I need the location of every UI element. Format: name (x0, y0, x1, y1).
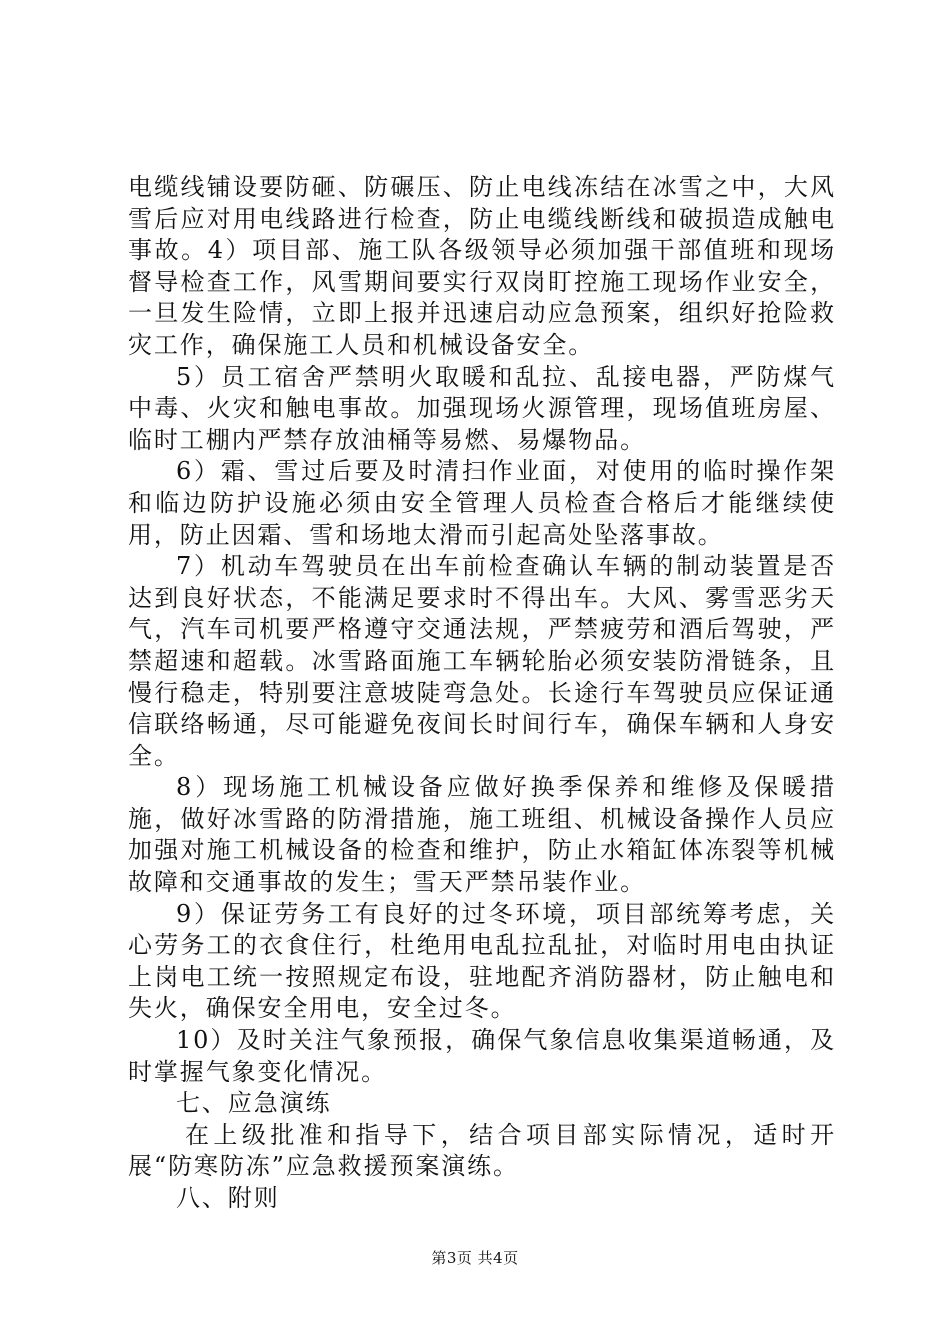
paragraph-cable-safety: 电缆线铺设要防砸、防碾压、防止电线冻结在冰雪之中，大风雪后应对用电线路进行检查，防止电缆线断线和破损造成触电事故。4）项目部、施工队各级领导必须加强干部值班和现场督导检查工作，风雪期间要实行双岗盯控施工现场作业安全，一旦发生险情，立即上报并迅速启动应急预案，组织好抢险救灾工作，确保施工人员和机械设备安全。 (128, 173, 836, 359)
paragraph-labor-winter: 9）保证劳务工有良好的过冬环境，项目部统筹考虑，关心劳务工的衣食住行，杜绝用电乱拉乱扯，对临时用电由执证上岗电工统一按照规定布设，驻地配齐消防器材，防止触电和失火，确保安全用电，安全过冬。 (128, 899, 836, 1023)
paragraph-vehicle-drivers: 7）机动车驾驶员在出车前检查确认车辆的制动装置是否达到良好状态，不能满足要求时不得出车。大风、雾雪恶劣天气，汽车司机要严格遵守交通法规，严禁疲劳和酒后驾驶，严禁超速和超载。冰雪路面施工车辆轮胎必须安装防滑链条，且慢行稳走，特别要注意坡陡弯急处。长途行车驾驶员应保证通信联络畅通，尽可能避免夜间长时间行车，确保车辆和人身安全。 (128, 552, 836, 770)
paragraph-machinery-maintenance: 8）现场施工机械设备应做好换季保养和维修及保暖措施，做好冰雪路的防滑措施，施工班组、机械设备操作人员应加强对施工机械设备的检查和维护，防止水箱缸体冻裂等机械故障和交通事故的发生；雪天严禁吊装作业。 (128, 773, 836, 897)
paragraph-frost-cleanup: 6）霜、雪过后要及时清扫作业面，对使用的临时操作架和临边防护设施必须由安全管理人员检查合格后才能继续使用，防止因霜、雪和场地太滑而引起高处坠落事故。 (128, 457, 836, 549)
paragraph-drill: 在上级批准和指导下，结合项目部实际情况，适时开展“防寒防冻”应急救援预案演练。 (128, 1120, 836, 1181)
page-footer (0, 1247, 950, 1268)
document-body (128, 172, 836, 1215)
paragraph-dormitory-fire: 5）员工宿舍严禁明火取暖和乱拉、乱接电器，严防煤气中毒、火灾和触电事故。加强现场火源管理，现场值班房屋、临时工棚内严禁存放油桶等易燃、易爆物品。 (128, 362, 836, 454)
paragraph-weather-forecast: 10）及时关注气象预报，确保气象信息收集渠道畅通，及时掌握气象变化情况。 (128, 1026, 836, 1086)
page-number: 第3页 共4页 (431, 1249, 519, 1267)
section-heading-drill: 七、应急演练 (176, 1089, 332, 1118)
section-heading-supplementary: 八、附则 (176, 1184, 280, 1212)
